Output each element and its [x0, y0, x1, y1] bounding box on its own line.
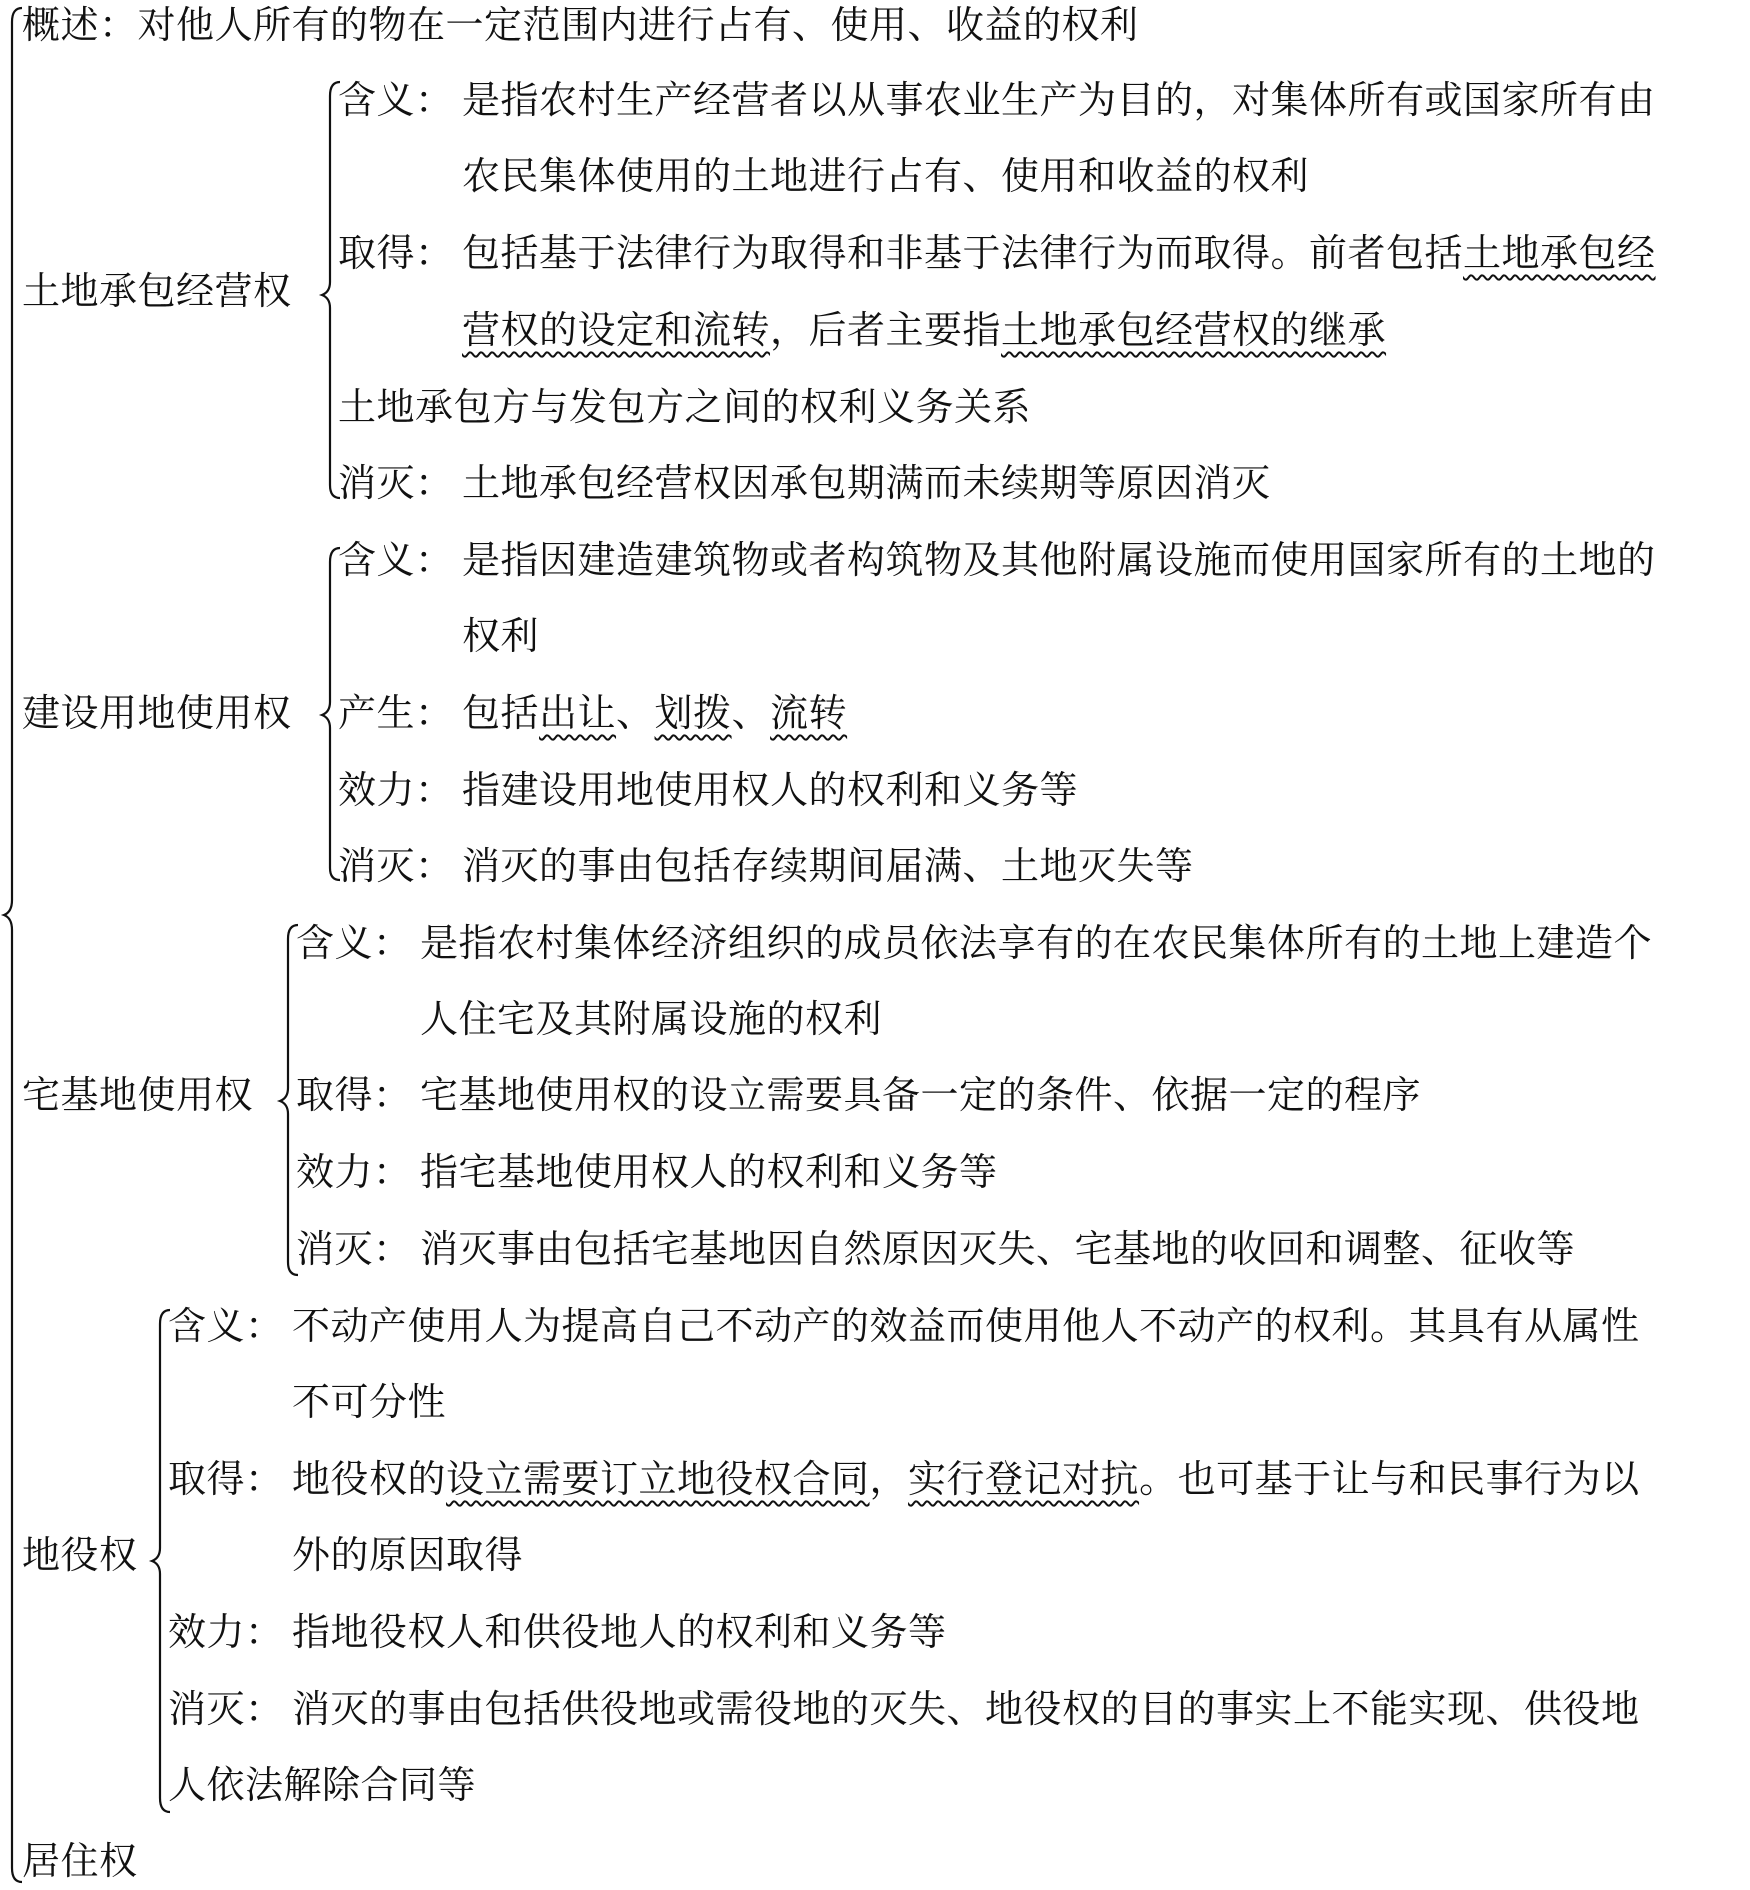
easement-meaning-line1: 不动产使用人为提高自己不动产的效益而使用他人不动产的权利。其具有从属性 — [292, 1304, 1640, 1348]
easement-meaning-line2: 不可分性 — [292, 1380, 447, 1424]
homestead-meaning-label: 含义： — [296, 921, 412, 965]
construction-land-extinct-label: 消灭： — [338, 844, 454, 888]
wavy-underlined-term: 营权的设定和流转 — [462, 308, 771, 352]
land-contract-meaning-line2: 农民集体使用的土地进行占有、使用和收益的权利 — [462, 154, 1310, 198]
wavy-underlined-term: 土地承包经营权的继承 — [1001, 308, 1387, 352]
construction-land-effect-label: 效力： — [338, 768, 454, 812]
easement-extinct-label: 消灭： — [168, 1687, 284, 1731]
homestead-acquire-label: 取得： — [296, 1073, 412, 1117]
overview-text: 对他人所有的物在一定范围内进行占有、使用、收益的权利 — [137, 3, 1139, 47]
easement-brace — [152, 1310, 170, 1812]
wavy-underlined-term: 流转 — [770, 691, 848, 735]
construction-land-origin-text — [462, 690, 847, 736]
land-contract-meaning-line1: 是指农村生产经营者以从事农业生产为目的，对集体所有或国家所有由 — [462, 78, 1656, 122]
land-contract-extinct-text: 土地承包经营权因承包期满而未续期等原因消灭 — [462, 461, 1271, 505]
homestead-extinct-label: 消灭： — [296, 1227, 412, 1271]
homestead-effect-text: 指宅基地使用权人的权利和义务等 — [420, 1150, 998, 1194]
easement-effect-text: 指地役权人和供役地人的权利和义务等 — [292, 1610, 947, 1654]
acquire-text: ， — [869, 1457, 909, 1501]
easement-acquire-line1 — [292, 1456, 1640, 1502]
homestead-effect-label: 效力： — [296, 1150, 412, 1194]
construction-land-meaning-line2: 权利 — [462, 614, 540, 658]
easement-extinct-line1: 消灭的事由包括供役地或需役地的灭失、地役权的目的事实上不能实现、供役地 — [292, 1687, 1640, 1731]
acquire-text: 地役权的 — [292, 1457, 447, 1501]
main-brace — [4, 8, 22, 1882]
easement-acquire-line2: 外的原因取得 — [292, 1533, 524, 1577]
acquire-text: 。也可基于让与和民事行为以 — [1139, 1457, 1640, 1501]
residence-title: 居住权 — [22, 1839, 138, 1883]
overview-label: 概述： — [22, 3, 138, 47]
acquire-text: ，后者主要指 — [770, 308, 1002, 352]
construction-land-title: 建设用地使用权 — [22, 691, 292, 735]
easement-meaning-label: 含义： — [168, 1304, 284, 1348]
land-contract-extinct-label: 消灭： — [338, 461, 454, 505]
land-contract-brace — [322, 82, 340, 498]
land-contract-meaning-label: 含义： — [338, 78, 454, 122]
separator: 、 — [731, 691, 771, 735]
wavy-underlined-term: 设立需要订立地役权合同 — [446, 1457, 870, 1501]
wavy-underlined-term: 土地承包经 — [1463, 231, 1656, 275]
wavy-underlined-term: 划拨 — [654, 691, 732, 735]
land-contract-acquire-label: 取得： — [338, 231, 454, 275]
land-contract-relation: 土地承包方与发包方之间的权利义务关系 — [338, 385, 1032, 429]
land-contract-acquire-line2 — [462, 307, 1386, 353]
easement-extinct-line2: 人依法解除合同等 — [168, 1763, 477, 1807]
homestead-extinct-text: 消灭事由包括宅基地因自然原因灭失、宅基地的收回和调整、征收等 — [420, 1227, 1576, 1271]
land-contract-title: 土地承包经营权 — [22, 269, 292, 313]
homestead-meaning-line1: 是指农村集体经济组织的成员依法享有的在农民集体所有的土地上建造个 — [420, 921, 1653, 965]
wavy-underlined-term: 出让 — [539, 691, 617, 735]
easement-title: 地役权 — [22, 1533, 138, 1577]
homestead-meaning-line2: 人住宅及其附属设施的权利 — [420, 997, 883, 1041]
homestead-acquire-text: 宅基地使用权的设立需要具备一定的条件、依据一定的程序 — [420, 1073, 1422, 1117]
overview-row — [22, 2, 1139, 48]
acquire-text: 包括基于法律行为取得和非基于法律行为而取得。前者包括 — [462, 231, 1464, 275]
construction-land-extinct-text: 消灭的事由包括存续期间届满、土地灭失等 — [462, 844, 1194, 888]
homestead-title: 宅基地使用权 — [22, 1073, 254, 1117]
land-contract-acquire-line1 — [462, 230, 1656, 276]
separator: 、 — [616, 691, 655, 735]
construction-land-meaning-line1: 是指因建造建筑物或者构筑物及其他附属设施而使用国家所有的土地的 — [462, 538, 1656, 582]
easement-effect-label: 效力： — [168, 1610, 284, 1654]
wavy-underlined-term: 实行登记对抗 — [908, 1457, 1140, 1501]
easement-acquire-label: 取得： — [168, 1457, 284, 1501]
construction-land-meaning-label: 含义： — [338, 538, 454, 582]
construction-land-origin-label: 产生： — [338, 691, 454, 735]
origin-prefix: 包括 — [462, 691, 540, 735]
construction-land-effect-text: 指建设用地使用权人的权利和义务等 — [462, 768, 1079, 812]
